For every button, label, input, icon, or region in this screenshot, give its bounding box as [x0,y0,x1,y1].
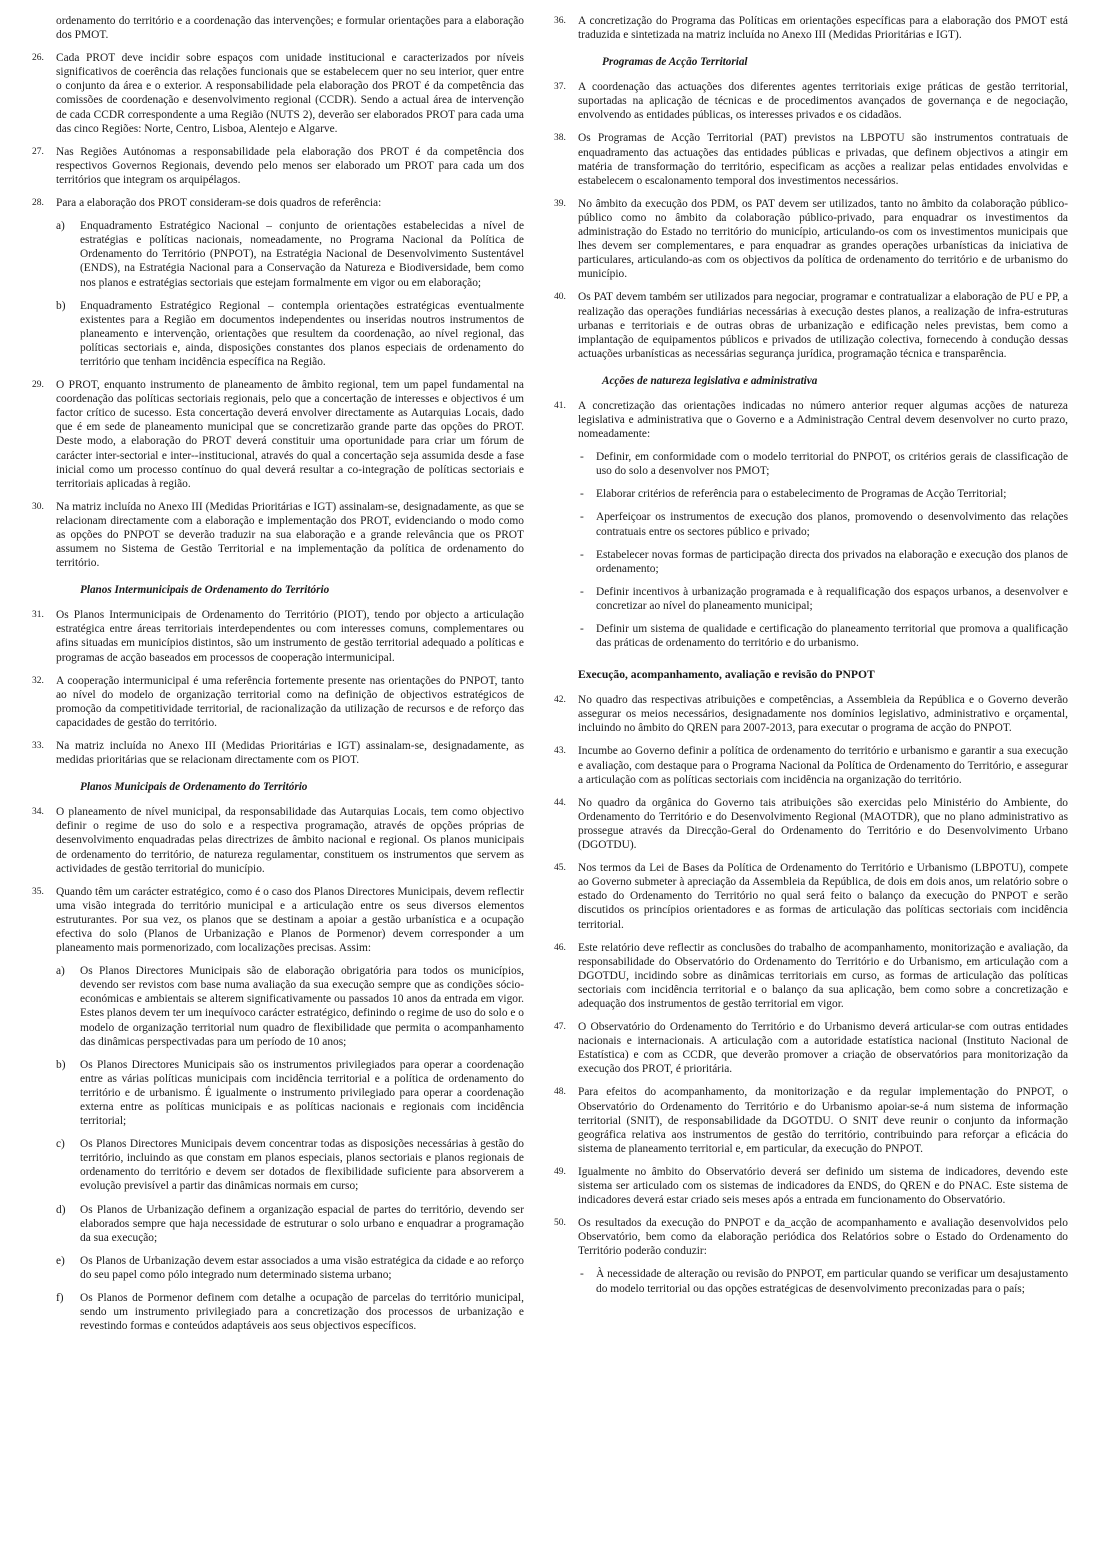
right-column [554,14,1068,1305]
numbered-paragraph [32,500,524,570]
paragraph-text: Nas Regiões Autónomas a responsabilidade pela elaboração dos PROT é da competência dos respectivos Governos Regionais, devendo pelo menos ser elaborado um PROT para cada um dos territórios que integram os arquipélagos. [56,145,524,186]
paragraph-number: 33. [32,741,44,752]
paragraph-number: 48. [554,1087,566,1098]
paragraph-number: 39. [554,198,566,209]
numbered-paragraph [32,885,524,955]
bullet-text: Definir, em conformidade com o modelo territorial do PNPOT, os critérios gerais de classificação de uso do solo a desenvolver nos PMOT; [596,451,1068,478]
item-letter: e) [56,1254,65,1267]
paragraph-continuation: ordenamento do território e a coordenação das intervenções; e formular orientações para a elaboração dos PMOT. [56,15,524,42]
item-text: Os Planos Directores Municipais são os instrumentos privilegiados para operar a coordenação entre as várias políticas municipais com incidência territorial e a política de ordenamento do território e de urbanismo. É igualmente o instrumento privilegiado para operar a coordenação externa entre as políticas municipais e as políticas nacionais e regionais com incidência territorial; [80,1058,524,1128]
item-letter: d) [56,1203,66,1216]
numbered-paragraph [32,739,524,767]
paragraph-text: A concretização do Programa das Políticas em orientações específicas para a elaboração dos PMOT está traduzida e sintetizada na matriz incluída no Anexo III (Medidas Prioritárias e IGT). [578,15,1068,42]
bullet-text: Estabelecer novas formas de participação directa dos privados na elaboração e execução dos planos de ordenamento; [596,548,1068,575]
paragraph-text: Na matriz incluída no Anexo III (Medidas Prioritárias e IGT) assinalam-se, designadamente, as medidas prioritárias que se relacionam directamente com os PIOT. [56,740,524,767]
paragraph-text: Para a elaboração dos PROT consideram-se dois quadros de referência: [56,197,382,210]
numbered-paragraph [554,197,1068,282]
lettered-item [32,1291,524,1333]
paragraph-number: 41. [554,400,566,411]
lettered-item [32,1137,524,1193]
section-heading: Programas de Acção Territorial [602,56,748,69]
bullet-item [554,622,1068,650]
paragraph-number: 37. [554,82,566,93]
paragraph-number: 28. [32,198,44,209]
paragraph-number: 50. [554,1218,566,1229]
numbered-paragraph [554,290,1068,360]
paragraph-text: A concretização das orientações indicadas no número anterior requer algumas acções de natureza legislativa e administrativa que o Governo e a Administração Central devem desenvolver no curto prazo, nomeadamente: [578,399,1068,441]
item-letter: c) [56,1138,65,1151]
bullet-mark: - [580,585,584,598]
numbered-paragraph [32,196,524,210]
paragraph-text: Os Programas de Acção Territorial (PAT) previstos na LBPOTU são instrumentos contratuais de enquadramento das actuações das entidades públicas e privadas, que definem objectivos a atingir em matéria de transformação do território, especificam as acções a realizar pelas entidades envolvidas e estabelecem o escalonamento temporal dos investimentos necessários. [578,132,1068,187]
item-text: Os Planos de Pormenor definem com detalhe a ocupação de parcelas do território municipal, sendo um instrumento privilegiado para a concretização dos processos de urbanização e revestindo formas e conteúdos adaptáveis aos seus objectivos específicos. [80,1292,524,1333]
numbered-paragraph [32,378,524,491]
numbered-paragraph [32,51,524,136]
paragraph-number: 26. [32,53,44,64]
item-letter: a) [56,965,65,978]
bullet-text: Definir um sistema de qualidade e certificação do planeamento territorial que promova a qualificação das práticas de ordenamento do território e do urbanismo. [596,623,1068,650]
paragraph-text: O Observatório do Ordenamento do Território e do Urbanismo deverá articular-se com outras entidades nacionais e internacionais. A articulação com a autoridade estatística nacional (Instituto Nacional de Estatística) e com as CCDR, que deverão promover a criação de observatórios para monitorização da execução dos PROT, é prioritária. [578,1021,1068,1076]
numbered-paragraph [554,1216,1068,1258]
paragraph-text: Este relatório deve reflectir as conclusões do trabalho de acompanhamento, monitorização e avaliação, da responsabilidade do Observatório do Ordenamento do Território e do Urbanismo, em articulação com a DGOTDU, incidindo sobre as dinâmicas territoriais em curso, as formas de articulação das políticas sectoriais com incidência territorial e o balanço da sua aplicação, bem como sobre a concretização e adequação dos instrumentos de gestão territorial em vigor. [578,941,1068,1010]
paragraph-text: Nos termos da Lei de Bases da Política de Ordenamento do Território e Urbanismo (LBPOTU), compete ao Governo submeter à apreciação da Assembleia da República, de dois em dois anos, um relatório sobre o estado do Ordenamento do Território no qual será feito o balanço da execução do PNPOT e serão discutidos os princípios orientadores e as formas de articulação das políticas sectoriais com incidência territorial. [578,862,1068,931]
paragraph-text: No âmbito da execução dos PDM, os PAT devem ser utilizados, tanto no âmbito da colaboração público-público como no âmbito da colaboração público-privado, para enquadrar os investimentos da administração do Estado no território do município, articulando-os com os investimentos municipais que lhes devem ser complementares, e para enquadrar as grandes operações urbanísticas da iniciativa de particulares, articulando-as com os objectivos da política de ordenamento do território e de urbanismo do município. [578,197,1068,281]
paragraph-number: 43. [554,746,566,757]
paragraph-text: Para efeitos do acompanhamento, da monitorização e da regular implementação do PNPOT, o Observatório do Ordenamento do Território e do Urbanismo apoiar-se-á num sistema de informação territorial (SNIT), de responsabilidade da DGOTDU. O SNIT deve reunir o conjunto da informação geográfica relativa aos instrumentos de gestão do território, contribuindo para reforçar a eficácia do sistema de planeamento territorial e, em particular, da execução do PNPOT. [578,1086,1068,1155]
bullet-mark: - [580,623,584,635]
paragraph-text: O PROT, enquanto instrumento de planeamento de âmbito regional, tem um papel fundamental na coordenação das políticas sectoriais regionais, pelo que a concertação de interesses e objectivos é um factor crítico de sucesso. Esta concertação deverá envolver directamente as Autarquias Locais, dado que é em sede de planeamento municipal que se concretizarão grande parte das opções do PROT. Deste modo, a elaboração do PROT deverá constituir uma oportunidade para criar um fórum de carácter inter-sectorial e inter--institucional, através do qual a concertação seja assumida desde a fase inicial como um processo contínuo do qual deverá resultar a co-integração de políticas sectoriais e territoriais aplicadas à região. [56,379,524,490]
paragraph-number: 32. [32,675,44,686]
item-text: Enquadramento Estratégico Regional – contempla orientações estratégicas eventualmente existentes para a Região em documentos independentes ou inseridas noutros instrumentos de planeamento e intervenção, orientações que resultem da coordenação, ao nível regional, das políticas sectoriais e, ainda, disposições constantes dos planos especiais de ordenamento do território que tenham incidência específica na Região. [80,299,524,368]
bullet-mark: - [580,511,584,524]
section-heading: Planos Municipais de Ordenamento do Território [80,781,308,794]
bullet-mark: - [580,451,584,464]
bullet-item [554,450,1068,478]
item-letter: b) [56,299,66,312]
item-letter: b) [56,1058,66,1071]
lettered-item [32,1203,524,1245]
paragraph-number: 29. [32,380,44,391]
bullet-text: À necessidade de alteração ou revisão do PNPOT, em particular quando se verificar um desajustamento do modelo territorial ou das opções estratégicas de desenvolvimento preconizadas para o país; [596,1268,1069,1295]
numbered-paragraph [554,399,1068,441]
bullet-item [554,487,1068,501]
paragraph-text: Na matriz incluída no Anexo III (Medidas Prioritárias e IGT) assinalam-se, designadamente, as que se relacionam directamente com a elaboração e implementação dos PROT, evidenciando o modo como as opções do PNPOT se deverão traduzir na sua elaboração e a grande relevância que os PROT assumem no Sistema de Gestão Territorial e na implementação da política de ordenamento do território. [56,500,524,570]
paragraph-number: 27. [32,146,44,157]
lettered-item [32,1058,524,1128]
paragraph-number: 35. [32,886,44,897]
paragraph-text: Quando têm um carácter estratégico, como é o caso dos Planos Directores Municipais, devem reflectir uma visão integrada do território municipal e a articulação entre os seus diversos elementos estruturantes. Por sua vez, os planos que se destinam a apoiar a gestão urbanística e a ocupação efectiva do solo (Planos de Urbanização e Planos de Pormenor) devem corresponder a um planeamento mais pormenorizado, com localizações precisas. Assim: [56,885,524,955]
lettered-item [32,219,524,289]
numbered-paragraph [554,1020,1068,1076]
paragraph-text: A cooperação intermunicipal é uma referência fortemente presente nas orientações do PNPOT, tanto ao nível do modelo de organização territorial como na definição de objectivos estratégicos de promoção da competitividade territorial, de racionalização da utilização de recursos e de reforço das capacidades de gestão do território. [56,674,524,729]
item-text: Os Planos de Urbanização definem a organização espacial de partes do território, devendo ser elaborados sempre que haja necessidade de estruturar o solo urbano e enquadrar a programação da sua execução; [80,1203,524,1244]
numbered-paragraph [32,805,524,875]
paragraph-text: No quadro da orgânica do Governo tais atribuições são exercidas pelo Ministério do Ambiente, do Ordenamento do Território e do Desenvolvimento Regional (MAOTDR), que no plano administrativo as prossegue através da Direcção-Geral do Ordenamento do Território e do Desenvolvimento Urbano (DGOTDU). [578,796,1068,852]
paragraph-number: 47. [554,1022,566,1033]
numbered-paragraph [554,796,1068,852]
numbered-paragraph [32,674,524,730]
bullet-mark: - [580,488,584,501]
paragraph-number: 49. [554,1166,566,1177]
bullet-text: Aperfeiçoar os instrumentos de execução dos planos, promovendo o desenvolvimento das relações contratuais entre os sectores público e privado; [596,511,1068,538]
numbered-paragraph [554,80,1068,122]
bullet-text: Definir incentivos à urbanização programada e à requalificação dos espaços urbanos, a desenvolver e concretizar ao nível do planeamento municipal; [596,585,1068,612]
numbered-paragraph [554,693,1068,735]
numbered-paragraph [32,608,524,664]
main-section-heading: Execução, acompanhamento, avaliação e revisão do PNPOT [578,668,875,682]
numbered-paragraph [554,14,1068,42]
paragraph-text: Os resultados da execução do PNPOT e da_acção de acompanhamento e avaliação desenvolvidos pelo Observatório, bem como da elaboração periódica dos Relatórios sobre o Estado do Ordenamento do Território poderão conduzir: [578,1217,1068,1258]
item-text: Os Planos Directores Municipais são de elaboração obrigatória para todos os municípios, devendo ser revistos com base numa avaliação da sua execução sempre que as condições sócio-económicas e ambientais se alterem significativamente ou passados 10 anos da entrada em vigor. Estes planos devem ter um inequívoco carácter estratégico, definindo o regime de uso do solo e o modelo de organização territorial num quadro de flexibilidade que permita o acompanhamento das dinâmicas perspectivadas para um período de 10 anos; [80,965,524,1048]
section-heading: Acções de natureza legislativa e administrativa [602,374,818,387]
item-letter: f) [56,1292,64,1305]
lettered-item [32,299,524,369]
paragraph-text: Cada PROT deve incidir sobre espaços com unidade institucional e caracterizados por níveis significativos de coerência das relações funcionais que se estabelecem quer no seu interior, quer entre o conjunto da área e o exterior. A responsabilidade pela elaboração dos PROT é da competência das comissões de coordenação e desenvolvimento regional (CCDR). Sendo a actual área de intervenção de cada CCDR correspondente a uma Região (NUTS 2), deverão ser elaborados PROT para cada uma das cinco Regiões: Norte, Centro, Lisboa, Alentejo e Algarve. [56,52,524,135]
item-text: Enquadramento Estratégico Nacional – conjunto de orientações estabelecidas a nível de estratégias e políticas nacionais, nomeadamente, no Programa Nacional da Política de Ordenamento do Território (PNPOT), na Estratégia Nacional de Desenvolvimento Sustentável (ENDS), na Estratégia Nacional para a Conservação da Natureza e Biodiversidade, bem como nos planos e estratégias sectoriais que estejam formalmente em vigor ou em elaboração; [80,220,524,289]
item-text: Os Planos Directores Municipais devem concentrar todas as disposições necessárias à gestão do território, incluindo as que constam em planos especiais, planos sectoriais e planos regionais de ordenamento do território e devem ser dotados de flexibilidade suficiente para absorverem a evolução previsível a partir das dinâmicas normais em curso; [80,1138,524,1193]
paragraph-text: Igualmente no âmbito do Observatório deverá ser definido um sistema de indicadores, devendo este sistema ser articulado com os sistemas de indicadores da ENDS, do QREN e do PNAC. Este sistema de indicadores deverá estar criado seis meses após a entrada em funcionamento do Observatório. [578,1165,1068,1207]
section-heading: Planos Intermunicipais de Ordenamento do Território [80,584,330,597]
item-text: Os Planos de Urbanização devem estar associados a uma visão estratégica da cidade e ao reforço do seu papel como pólo integrado num determinado sistema urbano; [80,1254,524,1281]
paragraph-text: O planeamento de nível municipal, da responsabilidade das Autarquias Locais, tem como objectivo definir o regime de uso do solo e a respectiva programação, através de opções próprias de desenvolvimento enquadradas pelas directrizes de âmbito nacional e regional. Os planos municipais de ordenamento do território, de natureza regulamentar, constituem os instrumentos que servem as actividades de gestão territorial do município. [56,806,524,875]
paragraph-text: Os PAT devem também ser utilizados para negociar, programar e contratualizar a elaboração de PU e PP, a realização das operações fundiárias necessárias à execução destes planos, a realização de infra-estruturas urbanas e territoriais e de outras obras de urbanização e edificação neles previstas, bem como a implantação de equipamentos públicos e privados de utilização colectiva, fornecendo à condução dessas actuações urbanísticas as necessárias segurança jurídica, programação técnica e transparência. [578,291,1068,360]
numbered-paragraph [554,1165,1068,1207]
bullet-item [554,585,1068,613]
paragraph-text: Os Planos Intermunicipais de Ordenamento do Território (PIOT), tendo por objecto a articulação estratégica entre áreas territoriais interdependentes ou com interesses comuns, complementares ou afins situadas em municípios distintos, são um instrumento de gestão territorial adequado a políticas e programas de acção baseados em processos de cooperação intermunicipal. [56,609,524,664]
paragraph-number: 31. [32,610,44,621]
paragraph-number: 40. [554,292,566,303]
paragraph-number: 34. [32,807,44,818]
lettered-item [32,1254,524,1282]
numbered-paragraph [554,941,1068,1011]
bullet-text: Elaborar critérios de referência para o estabelecimento de Programas de Acção Territorial; [596,488,1007,501]
paragraph-number: 36. [554,16,566,26]
numbered-paragraph [32,145,524,187]
paragraph-number: 42. [554,695,566,706]
bullet-mark: - [580,548,584,561]
paragraph-number: 38. [554,133,566,144]
left-column [32,14,524,1342]
numbered-paragraph [554,744,1068,786]
bullet-item [554,510,1068,538]
bullet-mark: - [580,1268,584,1281]
lettered-item [32,964,524,1049]
paragraph-text: No quadro das respectivas atribuições e competências, a Assembleia da República e o Governo deverão assegurar os meios necessários, designadamente nos domínios legislativo, administrativo e orçamental, incluindo no âmbito do QREN para 2007-2013, para executar o programa de acção do PNPOT. [578,694,1068,735]
bullet-item [554,1267,1068,1295]
paragraph-number: 46. [554,942,566,953]
paragraph-number: 44. [554,797,566,808]
paragraph-number: 30. [32,501,44,512]
item-letter: a) [56,220,65,233]
numbered-paragraph [554,1085,1068,1155]
paragraph-text: Incumbe ao Governo definir a política de ordenamento do território e urbanismo e garantir a sua execução e avaliação, com destaque para o Programa Nacional da Política de Ordenamento do Território, e assegurar a articulação com as políticas sectoriais com incidência na organização do território. [578,745,1068,786]
numbered-paragraph [554,131,1068,187]
paragraph-text: A coordenação das actuações dos diferentes agentes territoriais exige práticas de gestão territorial, suportadas na aplicação de técnicas e de procedimentos avançados de governança e de negociação, envolvendo as entidades públicas, os interesses privados e os cidadãos. [578,81,1068,122]
paragraph-number: 45. [554,863,566,874]
bullet-item [554,548,1068,576]
numbered-paragraph [554,861,1068,931]
